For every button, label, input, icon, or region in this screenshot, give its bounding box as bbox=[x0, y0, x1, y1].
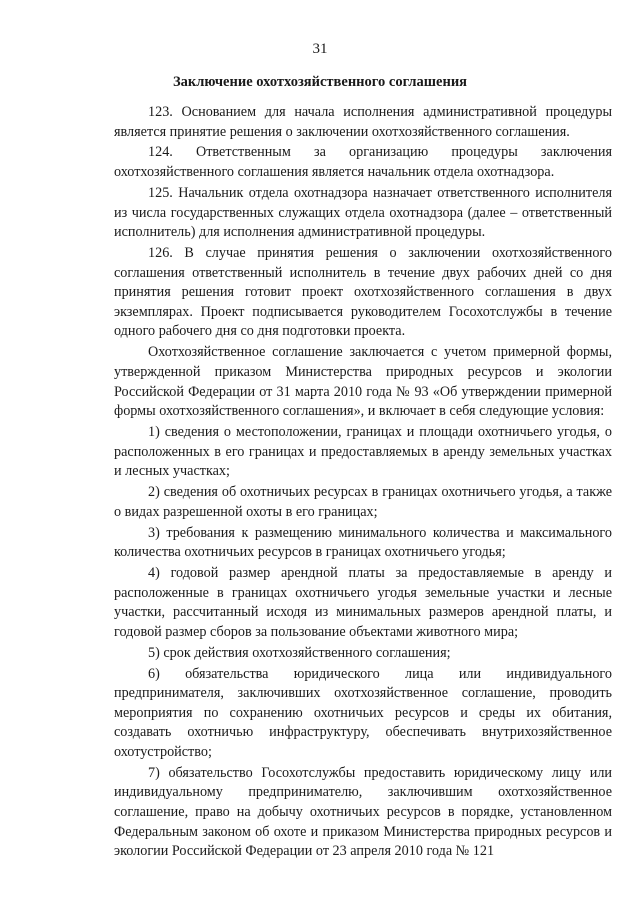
list-item-4: 4) годовой размер арендной платы за предоставляемые в аренду и расположенные в границах охотничьего угодья земельные участки и лесные участки, рассчитанный исходя из минимальных размеров арендной платы, и годовой размер сборов за пользование объектами животного мира; bbox=[114, 565, 612, 640]
list-item-7: 7) обязательство Госохотслужбы предоставить юридическому лицу или индивидуальному предпринимателю, заключившим охотхозяйственное соглашение, право на добычу охотничьих ресурсов в порядке, установленном Федеральным законом об охоте и приказом Министерства природных ресурсов и экологии Российской Федерации от 23 апреля 2010 года № 121 bbox=[114, 764, 612, 860]
paragraph-126: 126. В случае принятия решения о заключении охотхозяйственного соглашения ответственный исполнитель в течение двух рабочих дней со дня принятия решения готовит проект охотхозяйственного соглашения в двух экземплярах. Проект подписывается руководителем Госохотслужбы в течение одного рабочего дня со дня подготовки проекта. bbox=[114, 245, 612, 340]
section-title: Заключение охотхозяйственного соглашения bbox=[172, 74, 468, 90]
list-item-1: 1) сведения о местоположении, границах и площади охотничьего угодья, о расположенных в его границах и предоставляемых в аренду земельных участках и лесных участках; bbox=[114, 423, 612, 480]
list-item-5: 5) срок действия охотхозяйственного соглашения; bbox=[148, 644, 451, 661]
paragraph-124: 124. Ответственным за организацию процедуры заключения охотхозяйственного соглашения является начальник отдела охотнадзора. bbox=[114, 144, 612, 181]
paragraph-agreement-conditions: Охотхозяйственное соглашение заключается с учетом примерной формы, утвержденной приказом Министерства природных ресурсов и экологии Российской Федерации от 31 марта 2010 года № 93 «Об утверждении примерной формы охотхозяйственного соглашения», и включает в себя следующие условия: bbox=[114, 344, 612, 420]
list-item-2: 2) сведения об охотничьих ресурсах в границах охотничьего угодья, а также о видах разрешенной охоты в его границах; bbox=[114, 484, 612, 520]
paragraph-125: 125. Начальник отдела охотнадзора назначает ответственного исполнителя из числа государственных служащих отдела охотнадзора (далее – ответственный исполнитель) для исполнения административной процедуры. bbox=[114, 184, 612, 241]
page-number: 31 bbox=[312, 41, 328, 57]
body-text bbox=[114, 103, 612, 863]
list-item-6: 6) обязательства юридического лица или индивидуального предпринимателя, заключивших охотхозяйственное соглашение, проводить мероприятия по сохранению охотничьих ресурсов и среды их обитания, создавать охотничью инфраструктуру, обеспечивать внутрихозяйственное охотустройство; bbox=[114, 665, 612, 760]
list-item-3: 3) требования к размещению минимального количества и максимального количества охотничьих ресурсов в границах охотничьего угодья; bbox=[114, 524, 612, 561]
paragraph-123: 123. Основанием для начала исполнения административной процедуры является принятие решения о заключении охотхозяйственного соглашения. bbox=[114, 104, 612, 140]
